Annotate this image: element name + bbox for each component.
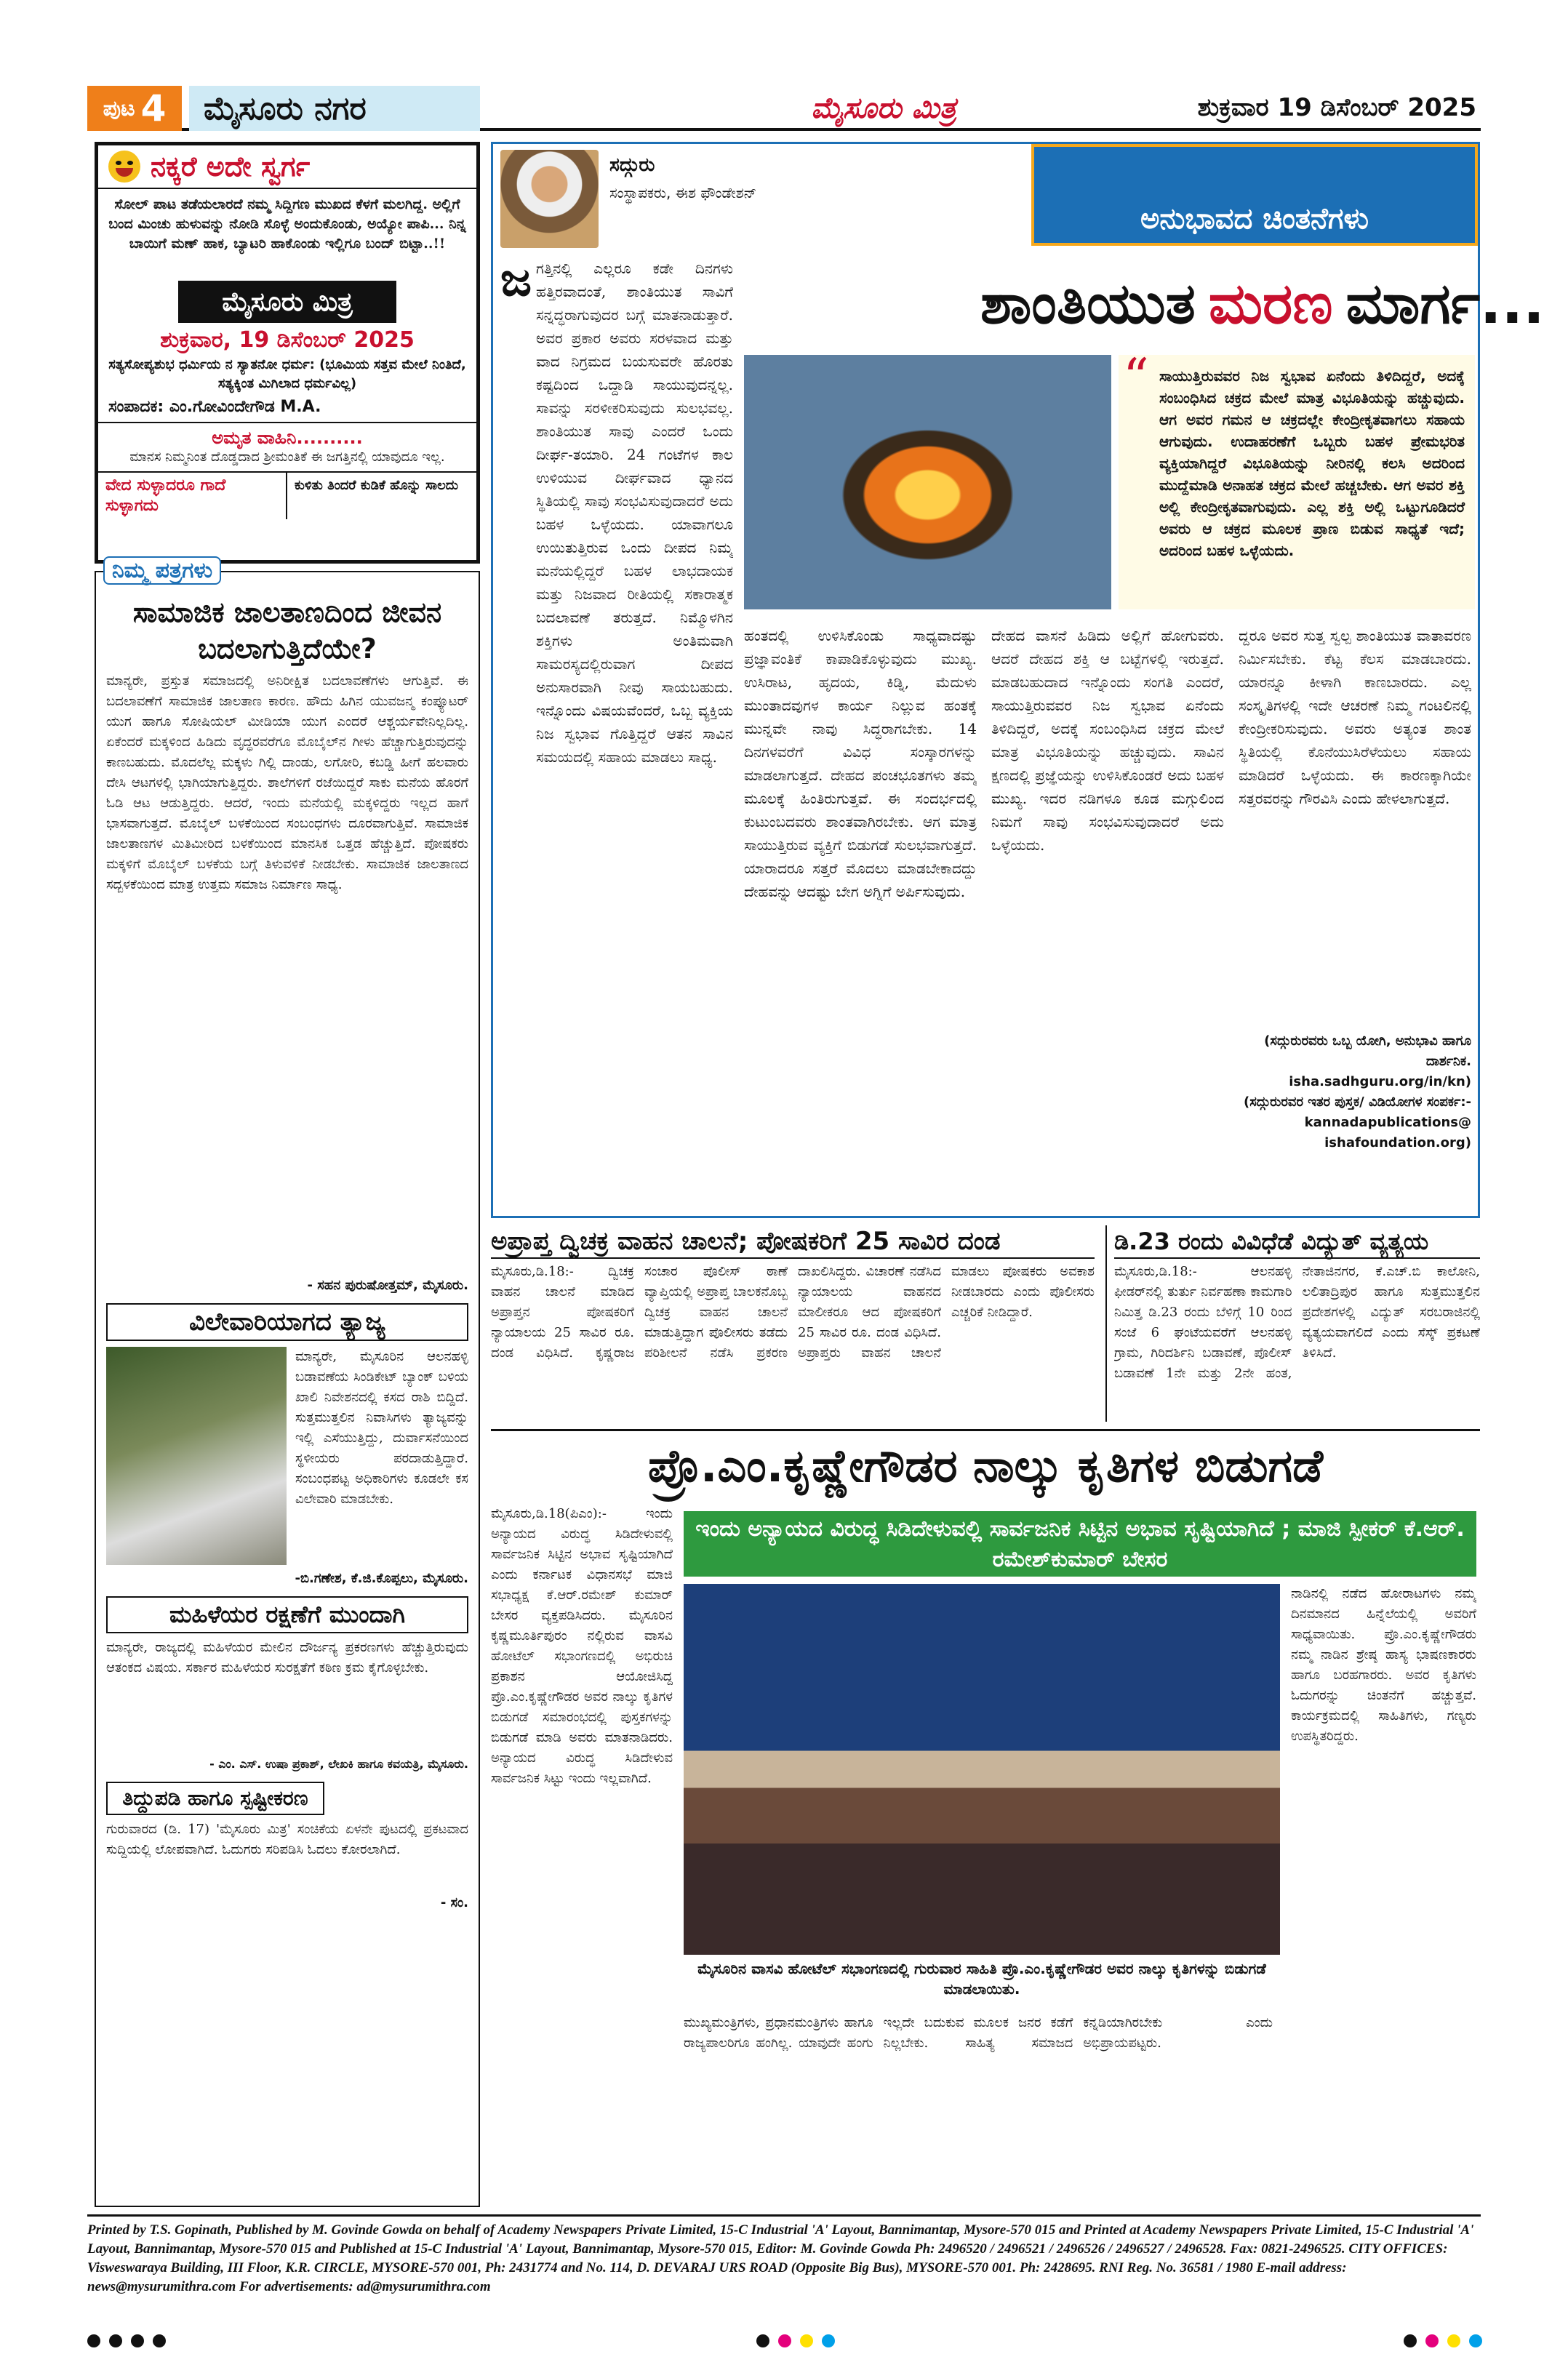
letter-1-signature: - ಸಹನ ಪುರುಷೋತ್ತಮ್, ಮೈಸೂರು. bbox=[307, 1278, 468, 1293]
letter-3-text: ಮಾನ್ಯರೇ, ರಾಜ್ಯದಲ್ಲಿ ಮಹಿಳೆಯರ ಮೇಲಿನ ದೌರ್ಜನ್ಯ ಪ್ರಕರಣಗಳು ಹೆಚ್ಚುತ್ತಿರುವುದು ಆತಂಕದ ವಿಷಯ. ಸರ್ಕಾರ ಮಹಿಳೆಯರ ಸುರಕ್ಷತೆಗೆ ಕಠಿಣ ಕ್ರಮ ಕೈಗೊಳ್ಳಬೇಕು. bbox=[106, 1640, 468, 1676]
title-part-2: ಮರಣ bbox=[1208, 271, 1333, 337]
news-power-cut bbox=[1105, 1225, 1480, 1422]
imprint-footer bbox=[87, 2214, 1481, 2323]
box-date: ಶುಕ್ರವಾರ, 19 ಡಿಸೆಂಬರ್ 2025 bbox=[160, 327, 415, 353]
title-part-1: ಶಾಂತಿಯುತ bbox=[980, 271, 1196, 337]
author-label: ಸದ್ಗುರು bbox=[609, 154, 655, 176]
registration-dots-right bbox=[1404, 2334, 1482, 2347]
registration-dots-center bbox=[756, 2334, 835, 2347]
page-prefix: ಪುಟ bbox=[103, 95, 135, 121]
news-2-text: ಮೈಸೂರು,ಡಿ.18:- ಆಲನಹಳ್ಳಿ ಫೀಡರ್‌ನಲ್ಲಿ ತುರ್ತು ನಿರ್ವಹಣಾ ಕಾಮಗಾರಿ ನಿಮಿತ್ತ ಡಿ.23 ರಂದು ಬೆಳಿಗ್ಗೆ 10 ರಿಂದ ಸಂಜೆ 6 ಘಂಟೆಯವರೆಗೆ ಆಲನಹಳ್ಳಿ ಗ್ರಾಮ, ಗಿರಿದರ್ಶಿನಿ ಬಡಾವಣೆ, ಪೊಲೀಸ್ ಬಡಾವಣೆ 1ನೇ ಮತ್ತು 2ನೇ ಹಂತ, ನೇತಾಜಿನಗರ, ಕೆ.ಎಚ್.ಬಿ ಕಾಲೋನಿ, ಲಲಿತಾದ್ರಿಪುರ ಹಾಗೂ ಸುತ್ತಮುತ್ತಲಿನ ಪ್ರದೇಶಗಳಲ್ಲಿ ವಿದ್ಯುತ್ ಸರಬರಾಜಿನಲ್ಲಿ ವ್ಯತ್ಯಯವಾಗಲಿದೆ ಎಂದು ಸೆಸ್ಕ್ ಪ್ರಕಟಣೆ ತಿಳಿಸಿದೆ. bbox=[1114, 1264, 1480, 1381]
credit-line-1: (ಸದ್ಗುರುರವರು ಒಬ್ಬ ಯೋಗಿ, ಅನುಭಾವಿ ಹಾಗೂ ದಾರ್ಶನಿಕ. bbox=[1264, 1033, 1471, 1069]
credit-line-4: kannadapublications@ ishafoundation.org) bbox=[1304, 1115, 1471, 1150]
editorial-box bbox=[95, 142, 480, 564]
letter-2-title: ವಿಲೇವಾರಿಯಾಗದ ತ್ಯಾಜ್ಯ bbox=[106, 1303, 468, 1341]
page-number-badge bbox=[87, 86, 182, 131]
letters-column bbox=[95, 558, 480, 2207]
letter-2-signature: -ಬಿ.ಗಣೇಶ, ಕೆ.ಜಿ.ಕೊಪ್ಪಲು, ಮೈಸೂರು. bbox=[295, 1571, 468, 1586]
correction-text: ಗುರುವಾರದ (ಡಿ. 17) 'ಮೈಸೂರು ಮಿತ್ರ' ಸಂಚಿಕೆಯ ಏಳನೇ ಪುಟದಲ್ಲಿ ಪ್ರಕಟವಾದ ಸುದ್ದಿಯಲ್ಲಿ ಲೋಪವಾಗಿದೆ. ಓದುಗರು ಸರಿಪಡಿಸಿ ಓದಲು ಕೋರಲಾಗಿದೆ. bbox=[106, 1822, 468, 1857]
section-title: ಮೈಸೂರು ನಗರ bbox=[189, 86, 480, 131]
news-book-release bbox=[491, 1429, 1480, 2207]
letter-3-signature: - ಎಂ. ಎಸ್. ಉಷಾ ಪ್ರಕಾಶ್, ಲೇಖಕಿ ಹಾಗೂ ಕವಯತ್ರಿ, ಮೈಸೂರು. bbox=[209, 1757, 468, 1771]
correction-signature: - ಸಂ. bbox=[440, 1895, 468, 1910]
letter-2-text: ಮಾನ್ಯರೇ, ಮೈಸೂರಿನ ಆಲನಹಳ್ಳಿ ಬಡಾವಣೆಯ ಸಿಂಡಿಕೇಟ್ ಬ್ಯಾಂಕ್ ಬಳಿಯ ಖಾಲಿ ನಿವೇಶನದಲ್ಲಿ ಕಸದ ರಾಶಿ ಬಿದ್ದಿದೆ. ಸುತ್ತಮುತ್ತಲಿನ ನಿವಾಸಿಗಳು ತ್ಯಾಜ್ಯವನ್ನು ಇಲ್ಲಿ ಎಸೆಯುತ್ತಿದ್ದು, ದುರ್ವಾಸನೆಯಿಂದ ಸ್ಥಳೀಯರು ಪರದಾಡುತ್ತಿದ್ದಾರೆ. ಸಂಬಂಧಪಟ್ಟ ಅಧಿಕಾರಿಗಳು ಕೂಡಲೇ ಕಸ ವಿಲೇವಾರಿ ಮಾಡಬೇಕು. bbox=[295, 1349, 468, 1507]
news-3-headline: ಪ್ರೊ.ಎಂ.ಕೃಷ್ಣೇಗೌಡರ ನಾಲ್ಕು ಕೃತಿಗಳ ಬಿಡುಗಡೆ bbox=[647, 1439, 1324, 1492]
editor-label: ಸಂಪಾದಕ: bbox=[108, 398, 164, 416]
proverb-left: ವೇದ ಸುಳ್ಳಾದರೂ ಗಾದೆ ಸುಳ್ಳಾಗದು bbox=[98, 473, 287, 519]
feature-header bbox=[493, 144, 1478, 253]
page-number: 4 bbox=[140, 87, 167, 129]
cremation-photo bbox=[744, 355, 1111, 609]
correction-title: ತಿದ್ದುಪಡಿ ಹಾಗೂ ಸ್ಪಷ್ಟೀಕರಣ bbox=[106, 1782, 324, 1815]
quote-mark-icon: “ bbox=[1123, 348, 1149, 407]
editor-line bbox=[98, 396, 476, 417]
news-3-text-mid: ಮುಖ್ಯಮಂತ್ರಿಗಳು, ಪ್ರಧಾನಮಂತ್ರಿಗಳು ಹಾಗೂ ರಾಜ್ಯಪಾಲರಿಗೂ ಹಂಗಿಲ್ಲ. ಯಾವುದೇ ಹಂಗು ಇಲ್ಲದೇ ಬದುಕುವ ಮೂಲಕ ಜನರ ಕಡೆಗೆ ನಿಲ್ಲಬೇಕು. ಸಾಹಿತ್ಯ ಸಮಾಜದ ಕನ್ನಡಿಯಾಗಿರಬೇಕು ಎಂದು ಅಭಿಪ್ರಾಯಪಟ್ಟರು. bbox=[684, 2015, 1273, 2051]
news-2-title: ಡಿ.23 ರಂದು ವಿವಿಧೆಡೆ ವಿದ್ಯುತ್ ವ್ಯತ್ಯಯ bbox=[1114, 1225, 1480, 1259]
joke-text: ಸೋಲ್ ಪಾಟ ತಡೆಯಲಾರದೆ ನಮ್ಮ ಸಿದ್ದಿಗಣ ಮುಖದ ಕೆಳಗೆ ಮಲಗಿದ್ದ. ಅಲ್ಲಿಗೆ ಬಂದ ಮಿಂಚು ಹುಳುವನ್ನು ನೋಡಿ ಸೊಳ್ಳೆ ಅಂದುಕೊಂಡು, ಅಯ್ಯೋ ಪಾಪಿ... ನಿನ್ನ ಬಾಯಿಗೆ ಮಣ್ ಹಾಕ, ಬ್ಯಾಟರಿ ಹಾಕೊಂಡು ಇಲ್ಲಿಗೂ ಬಂದ್ ಬಿಟ್ಟಾ..!! bbox=[108, 196, 466, 252]
laughing-face-icon bbox=[108, 151, 140, 183]
author-photo bbox=[500, 150, 599, 248]
news-1-title: ಅಪ್ರಾಪ್ತ ದ್ವಿಚಕ್ರ ವಾಹನ ಚಾಲನೆ; ಪೋಷಕರಿಗೆ 25 ಸಾವಿರ ದಂಡ bbox=[491, 1225, 1095, 1259]
panchanga-text: ಸತ್ಯಸೋಪ್ಯಶುಭ ಧರ್ಮಿಯ ನ ಸ್ಯಾತನೋ ಧರ್ಮ: (ಭೂಮಿಯ ಸತ್ತವ ಮೇಲೆ ನಿಂತಿದೆ, ಸತ್ಯಕ್ಕಿಂತ ಮಿಗಿಲಾದ ಧರ್ಮವಿಲ್ಲ) bbox=[108, 357, 466, 391]
feature-body-3: ದೇಹದ ವಾಸನೆ ಹಿಡಿದು ಅಲ್ಲಿಗೆ ಹೋಗುವರು. ಆದರೆ ದೇಹದ ಶಕ್ತಿ ಆ ಬಟ್ಟೆಗಳಲ್ಲಿ ಇರುತ್ತದೆ. ಮಾಡಬಹುದಾದ ಇನ್ನೊಂದು ಸಂಗತಿ ಎಂದರೆ, ಸಾಯುತ್ತಿರುವವರ ನಿಜ ಸ್ವಭಾವ ಏನೆಂದು ತಿಳಿದಿದ್ದರೆ, ಅದಕ್ಕೆ ಸಂಬಂಧಿಸಿದ ಚಕ್ರದ ಮೇಲೆ ಮಾತ್ರ ವಿಭೂತಿಯನ್ನು ಹಚ್ಚುವುದು. ಸಾವಿನ ಕ್ಷಣದಲ್ಲಿ ಪ್ರಜ್ಞೆಯನ್ನು ಉಳಿಸಿಕೊಂಡರೆ ಅದು ಬಹಳ ಮುಖ್ಯ. ಇದರ ನಡಿಗಳೂ ಕೂಡ ಮಗ್ಗುಲಿಂದ ನಿಮಗೆ ಸಾವು ಸಂಭವಿಸುವುದಾದರೆ ಅದು ಒಳ್ಳೆಯದು. bbox=[991, 627, 1224, 854]
amrutha-text: ಮಾನಸ ನಿಮ್ಮನಿಂತ ದೊಡ್ಡದಾದ ಶ್ರೀಮಂತಿಕೆ ಈ ಜಗತ್ತಿನಲ್ಲಿ ಯಾವುದೂ ಇಲ್ಲ. bbox=[129, 449, 445, 465]
letter-2-body bbox=[96, 1341, 479, 1571]
feature-body-1: ಗತ್ತಿನಲ್ಲಿ ಎಲ್ಲರೂ ಕಡೇ ದಿನಗಳು ಹತ್ತಿರವಾದಂತೆ, ಶಾಂತಿಯುತ ಸಾವಿಗೆ ಸನ್ನದ್ಧರಾಗುವುದರ ಬಗ್ಗೆ ಮಾತನಾಡುತ್ತಾರೆ. ಅವರ ಪ್ರಕಾರ ಅವರು ಸರಳವಾದ ಮತ್ತು ವಾದ ನಿಗ್ರಮದ ಬಯಸುವರೇ ಹೊರತು ಕಷ್ಟದಿಂದ ಒದ್ದಾಡಿ ಸಾಯುವುದನ್ನಲ್ಲ. ಸಾವನ್ನು ಸರಳೀಕರಿಸುವುದು ಸುಲಭವಲ್ಲ. ಶಾಂತಿಯುತ ಸಾವು ಎಂದರೆ ಒಂದು ದೀರ್ಘ-ತಯಾರಿ. 24 ಗಂಟೆಗಳ ಕಾಲ ಉಳಿಯುವ ದೀರ್ಘವಾದ ಧ್ಯಾನದ ಸ್ಥಿತಿಯಲ್ಲಿ ಸಾವು ಸಂಭವಿಸುವುದಾದರೆ ಅದು ಬಹಳ ಒಳ್ಳೆಯದು. ಯಾವಾಗಲೂ ಉಯಿತುತ್ತಿರುವ ಒಂದು ದೀಪದ ನಿಮ್ಮ ಮನೆಯಲ್ಲಿದ್ದರೆ ಬಹಳ ಲಾಭದಾಯಕ ಮತ್ತು ನಿಜವಾದ ರೀತಿಯಲ್ಲಿ ಸಕಾರಾತ್ಮಕ ಬದಲಾವಣೆ ತರುತ್ತದೆ. ನಿಮ್ಮೊಳಗಿನ ಶಕ್ತಿಗಳು ಅಂತಿಮವಾಗಿ ಸಾಮರಸ್ಯದಲ್ಲಿರುವಾಗ ದೀಪದ ಅನುಸಾರವಾಗಿ ನೀವು ಸಾಯಬಹುದು. ಇನ್ನೊಂದು ವಿಷಯವೆಂದರೆ, ಒಬ್ಬ ವ್ಯಕ್ತಿಯ ನಿಜ ಸ್ವಭಾವ ಗೊತ್ತಿದ್ದರೆ ಆತನ ಸಾವಿನ ಸಮಯದಲ್ಲಿ ಸಹಾಯ ಮಾಡಲು ಸಾಧ್ಯ. bbox=[536, 260, 733, 766]
editor-name: ಎಂ.ಗೋವಿಂದೇಗೌಡ M.A. bbox=[169, 398, 321, 416]
joke-heading: ನಕ್ಕರೆ ಅದೇ ಸ್ವರ್ಗ bbox=[151, 150, 311, 183]
amrutha-block bbox=[98, 422, 476, 471]
letter-1-text: ಮಾನ್ಯರೇ, ಪ್ರಸ್ತುತ ಸಮಾಜದಲ್ಲಿ ಅನಿರೀಕ್ಷಿತ ಬದಲಾವಣೆಗಳು ಆಗುತ್ತಿವೆ. ಈ ಬದಲಾವಣೆಗೆ ಸಾಮಾಜಿಕ ಜಾಲತಾಣ ಕಾರಣ. ಹೌದು ಹಿಗಿನ ಯುವಜನ್ಮ ಕಂಪ್ಯೂಟರ್ ಯುಗ ಹಾಗೂ ಸೋಷಿಯಲ್ ಮೀಡಿಯಾ ಯುಗ ಎಂದರೆ ಆಶ್ಚರ್ಯವೇನಿಲ್ಲದಿಲ್ಲ. ಏಕೆಂದರೆ ಮಕ್ಕಳಿಂದ ಹಿಡಿದು ವೃದ್ಧರವರೆಗೂ ಮೊಬೈಲ್‌ನ ಗೀಳು ಹೆಚ್ಚಾಗುತ್ತಿರುವುದನ್ನು ಕಾಣಬಹುದು. ಮೊದಲೆಲ್ಲ ಮಕ್ಕಳು ಗಿಲ್ಲಿ ದಾಂಡು, ಲಗೋರಿ, ಕಬಡ್ಡಿ ಹೀಗೆ ಹಲವಾರು ದೇಸಿ ಆಟಗಳಲ್ಲಿ ಭಾಗಿಯಾಗುತ್ತಿದ್ದರು. ಶಾಲೆಗಳಿಗೆ ರಜೆಯಿದ್ದರೆ ಸಾಕು ಮನೆಯ ಹೊರಗೆ ಓಡಿ ಆಟ ಆಡುತ್ತಿದ್ದರು. ಆದರೆ, ಇಂದು ಮನೆಯಲ್ಲಿ ಮಕ್ಕಳಿದ್ದರು ಇಲ್ಲದ ಹಾಗೆ ಭಾಸವಾಗುತ್ತದೆ. ಮೊಬೈಲ್ ಬಳಕೆಯಿಂದ ಸಂಬಂಧಗಳು ದೂರವಾಗುತ್ತಿವೆ. ಸಾಮಾಜಿಕ ಜಾಲತಾಣಗಳ ಮಿತಿಮೀರಿದ ಬಳಕೆಯಿಂದ ಮಾನಸಿಕ ಒತ್ತಡ ಹೆಚ್ಚುತ್ತಿದೆ. ಪೋಷಕರು ಮಕ್ಕಳಿಗೆ ಮೊಬೈಲ್ ಬಳಕೆಯ ಬಗ್ಗೆ ತಿಳುವಳಿಕೆ ನೀಡಬೇಕು. ಸಾಮಾಜಿಕ ಜಾಲತಾಣದ ಸದ್ಬಳಕೆಯಿಂದ ಮಾತ್ರ ಉತ್ತಮ ಸಮಾಜ ನಿರ್ಮಾಣ ಸಾಧ್ಯ. bbox=[106, 673, 468, 892]
proverb-row bbox=[98, 471, 476, 519]
news-3-subhead: ಇಂದು ಅನ್ಯಾಯದ ವಿರುದ್ಧ ಸಿಡಿದೇಳುವಲ್ಲಿ ಸಾರ್ವಜನಿಕ ಸಿಟ್ಟಿನ ಅಭಾವ ಸೃಷ್ಟಿಯಾಗಿದೆ ; ಮಾಜಿ ಸ್ಪೀಕರ್ ಕೆ.ಆರ್. ರಮೇಶ್‌ಕುಮಾರ್ ಬೇಸರ bbox=[684, 1511, 1476, 1577]
letter-1-title: ಸಾಮಾಜಿಕ ಜಾಲತಾಣದಿಂದ ಜೀವನ ಬದಲಾಗುತ್ತಿದೆಯೇ? bbox=[132, 596, 442, 665]
feature-body-4: ದ್ದರೂ ಅವರ ಸುತ್ತ ಸ್ವಲ್ಪ ಶಾಂತಿಯುತ ವಾತಾವರಣ ನಿರ್ಮಿಸಬೇಕು. ಕೆಟ್ಟ ಕೆಲಸ ಮಾಡಬಾರದು. ಯಾರನ್ನೂ ಕೀಳಾಗಿ ಕಾಣಬಾರದು. ಎಲ್ಲ ಸಂಸ್ಕೃತಿಗಳಲ್ಲಿ ಇದೇ ಆಚರಣೆ ನಿಮ್ಮ ಗಂಟಲಿನಲ್ಲಿ ಕೇಂದ್ರೀಕರಿಸುವುದು. ಅವರು ಅತ್ಯಂತ ಶಾಂತ ಸ್ಥಿತಿಯಲ್ಲಿ ಕೊನೆಯುಸಿರೆಳೆಯಲು ಸಹಾಯ ಮಾಡಿದರೆ ಒಳ್ಳೆಯದು. ಈ ಕಾರಣಕ್ಕಾಗಿಯೇ ಸತ್ತರವರನ್ನು ಗೌರವಿಸಿ ಎಂದು ಹೇಳಲಾಗುತ್ತದೆ. bbox=[1239, 627, 1471, 807]
news-3-text-left: ಮೈಸೂರು,ಡಿ.18(ಪಿಎಂ):- ಇಂದು ಅನ್ಯಾಯದ ವಿರುದ್ಧ ಸಿಡಿದೇಳುವಲ್ಲಿ ಸಾರ್ವಜನಿಕ ಸಿಟ್ಟಿನ ಅಭಾವ ಸೃಷ್ಟಿಯಾಗಿದೆ ಎಂದು ಕರ್ನಾಟಕ ವಿಧಾನಸಭೆ ಮಾಜಿ ಸಭಾಧ್ಯಕ್ಷ ಕೆ.ಆರ್.ರಮೇಶ್ ಕುಮಾರ್ ಬೇಸರ ವ್ಯಕ್ತಪಡಿಸಿದರು. ಮೈಸೂರಿನ ಕೃಷ್ಣಮೂರ್ತಿಪುರಂ ನಲ್ಲಿರುವ ವಾಸವಿ ಹೋಟೆಲ್ ಸಭಾಂಗಣದಲ್ಲಿ ಅಭಿರುಚಿ ಪ್ರಕಾಶನ ಆಯೋಜಿಸಿದ್ದ ಪ್ರೊ.ಎಂ.ಕೃಷ್ಣೇಗೌಡರ ಅವರ ನಾಲ್ಕು ಕೃತಿಗಳ ಬಿಡುಗಡೆ ಸಮಾರಂಭದಲ್ಲಿ ಪುಸ್ತಕಗಳನ್ನು ಬಿಡುಗಡೆ ಮಾಡಿ ಅವರು ಮಾತನಾಡಿದರು. ಅನ್ಯಾಯದ ವಿರುದ್ಧ ಸಿಡಿದೇಳುವ ಸಾರ್ವಜನಿಕ ಸಿಟ್ಟು ಇಂದು ಇಲ್ಲವಾಗಿದೆ. bbox=[491, 1506, 673, 1786]
event-photo bbox=[684, 1584, 1280, 1955]
garbage-photo bbox=[106, 1347, 287, 1565]
feature-article bbox=[491, 142, 1545, 1218]
amrutha-title: ಅಮೃತ ವಾಹಿನಿ.......... bbox=[212, 428, 363, 448]
feature-body-2: ಹಂತದಲ್ಲಿ ಉಳಿಸಿಕೊಂಡು ಸಾಧ್ಯವಾದಷ್ಟು ಪ್ರಜ್ಞಾವಂತಿಕೆ ಕಾಪಾಡಿಕೊಳ್ಳುವುದು ಮುಖ್ಯ. ಉಸಿರಾಟ, ಹೃದಯ, ಕಿಡ್ನಿ, ಮೆದುಳು ಮುಂತಾದವುಗಳ ಕಾರ್ಯ ನಿಲ್ಲುವ ಹಂತಕ್ಕೆ ಮುನ್ನವೇ ನಾವು ಸಿದ್ಧರಾಗಬೇಕು. 14 ದಿನಗಳವರೆಗೆ ವಿವಿಧ ಸಂಸ್ಕಾರಗಳನ್ನು ಮಾಡಲಾಗುತ್ತದೆ. ದೇಹದ ಪಂಚಭೂತಗಳು ತಮ್ಮ ಮೂಲಕ್ಕೆ ಹಿಂತಿರುಗುತ್ತವೆ. ಈ ಸಂದರ್ಭದಲ್ಲಿ ಕುಟುಂಬದವರು ಶಾಂತವಾಗಿರಬೇಕು. ಆಗ ಮಾತ್ರ ಸಾಯುತ್ತಿರುವ ವ್ಯಕ್ತಿಗೆ ಬಿಡುಗಡೆ ಸುಲಭವಾಗುತ್ತದೆ. ಯಾರಾದರೂ ಸತ್ತರೆ ಮೊದಲು ಮಾಡಬೇಕಾದದ್ದು ದೇಹವನ್ನು ಆದಷ್ಟು ಬೇಗ ಅಗ್ನಿಗೆ ಅರ್ಪಿಸುವುದು. bbox=[744, 627, 977, 900]
pull-quote-text: ಸಾಯುತ್ತಿರುವವರ ನಿಜ ಸ್ವಭಾವ ಏನೆಂದು ತಿಳಿದಿದ್ದರೆ, ಅದಕ್ಕೆ ಸಂಬಂಧಿಸಿದ ಚಕ್ರದ ಮೇಲೆ ಮಾತ್ರ ವಿಭೂತಿಯನ್ನು ಹಚ್ಚುವುದು. ಆಗ ಅವರ ಗಮನ ಆ ಚಕ್ರದಲ್ಲೇ ಕೇಂದ್ರೀಕೃತವಾಗಲು ಸಹಾಯ ಆಗುವುದು. ಉದಾಹರಣೆಗೆ ಒಬ್ಬರು ಬಹಳ ಪ್ರೇಮಭರಿತ ವ್ಯಕ್ತಿಯಾಗಿದ್ದರೆ ವಿಭೂತಿಯನ್ನು ನೀರಿನಲ್ಲಿ ಕಲಸಿ ಅದರಿಂದ ಮುದ್ದೆಮಾಡಿ ಅನಾಹತ ಚಕ್ರದ ಮೇಲೆ ಹಚ್ಚಬೇಕು. ಆಗ ಅವರ ಶಕ್ತಿ ಅಲ್ಲಿ ಕೇಂದ್ರೀಕೃತವಾಗುವುದು. ಎಲ್ಲ ಶಕ್ತಿ ಅಲ್ಲಿ ಒಟ್ಟುಗೂಡಿದರೆ ಅವರು ಆ ಚಕ್ರದ ಮೂಲಕ ಪ್ರಾಣ ಬಿಡುವ ಸಾಧ್ಯತೆ ಇದೆ; ಅದರಿಂದ ಬಹಳ ಒಳ್ಳೆಯದು. bbox=[1159, 367, 1465, 559]
feature-col-1 bbox=[500, 253, 733, 1202]
news-3-text-right: ನಾಡಿನಲ್ಲಿ ನಡೆದ ಹೋರಾಟಗಳು ನಮ್ಮ ದಿನಮಾನದ ಹಿನ್ನೆಲೆಯಲ್ಲಿ ಅವರಿಗೆ ಸಾಧ್ಯವಾಯಿತು. ಪ್ರೊ.ಎಂ.ಕೃಷ್ಣೇಗೌಡರು ನಮ್ಮ ನಾಡಿನ ಶ್ರೇಷ್ಠ ಹಾಸ್ಯ ಭಾಷಣಕಾರರು ಹಾಗೂ ಬರಹಗಾರರು. ಅವರ ಕೃತಿಗಳು ಓದುಗರನ್ನು ಚಿಂತನೆಗೆ ಹಚ್ಚುತ್ತವೆ. ಕಾರ್ಯಕ್ರಮದಲ್ಲಿ ಸಾಹಿತಿಗಳು, ಗಣ್ಯರು ಉಪಸ್ಥಿತರಿದ್ದರು. bbox=[1291, 1586, 1476, 1744]
letters-tag: ನಿಮ್ಮ ಪತ್ರಗಳು bbox=[103, 556, 221, 585]
letter-3-title: ಮಹಿಳೆಯರ ರಕ್ಷಣೆಗೆ ಮುಂದಾಗಿ bbox=[106, 1596, 468, 1633]
column-name: ಅನುಭಾವದ ಚಿಂತನೆಗಳು bbox=[1031, 144, 1478, 246]
registration-dots-left bbox=[87, 2334, 166, 2347]
imprint-text: Printed by T.S. Gopinath, Published by M. Govinde Gowda on behalf of Academy Newspapers Private Limited, 15-C Industrial 'A' Layout, Bannimantap, Mysore-570 015 and Printed at Academy Newspapers Private Limited, 15-C Industrial 'A' Layout, Bannimantap, Mysore-570 015 and Published at 15-C Industrial 'A' Layout, Bannimantap, Mysore-570 015, Editor: M. Govinde Gowda Ph: 2496520 / 2496521 / 2496526 / 2496527 / 2496528. Fax: 0821-2496525. CITY OFFICES: Visweswaraya Building, III Floor, K.R. CIRCLE, MYSORE-570 001, Ph: 2431774 and No. 114, D. DEVARAJ URS ROAD (Opposite Big Bus), MYSORE-570 001. Ph: 2428695. RNI Reg. No. 36581 / 1980 E-mail address: news@mysurumithra.com For advertisements: ad@mysurumithra.com bbox=[87, 2222, 1474, 2294]
joke-header bbox=[98, 145, 476, 189]
feature-credits bbox=[1239, 1031, 1471, 1153]
news-minor-vehicle bbox=[491, 1225, 1095, 1422]
credit-line-2: isha.sadhguru.org/in/kn) bbox=[1289, 1074, 1471, 1089]
feature-title bbox=[980, 260, 1545, 348]
pull-quote bbox=[1119, 348, 1475, 609]
news-1-text: ಮೈಸೂರು,ಡಿ.18:- ದ್ವಿಚಕ್ರ ವಾಹನ ಚಾಲನೆ ಮಾಡಿದ ಅಪ್ರಾಪ್ತನ ಪೋಷಕರಿಗೆ ನ್ಯಾಯಾಲಯ 25 ಸಾವಿರ ರೂ. ದಂಡ ವಿಧಿಸಿದೆ. ಕೃಷ್ಣರಾಜ ಸಂಚಾರ ಪೊಲೀಸ್ ಠಾಣೆ ವ್ಯಾಪ್ತಿಯಲ್ಲಿ ಅಪ್ರಾಪ್ತ ಬಾಲಕನೊಬ್ಬ ದ್ವಿಚಕ್ರ ವಾಹನ ಚಾಲನೆ ಮಾಡುತ್ತಿದ್ದಾಗ ಪೊಲೀಸರು ತಡೆದು ಪರಿಶೀಲನೆ ನಡೆಸಿ ಪ್ರಕರಣ ದಾಖಲಿಸಿದ್ದರು. ವಿಚಾರಣೆ ನಡೆಸಿದ ನ್ಯಾಯಾಲಯ ವಾಹನದ ಮಾಲೀಕರೂ ಆದ ಪೋಷಕರಿಗೆ 25 ಸಾವಿರ ರೂ. ದಂಡ ವಿಧಿಸಿದೆ. ಅಪ್ರಾಪ್ತರು ವಾಹನ ಚಾಲನೆ ಮಾಡಲು ಪೋಷಕರು ಅವಕಾಶ ನೀಡಬಾರದು ಎಂದು ಪೊಲೀಸರು ಎಚ್ಚರಿಕೆ ನೀಡಿದ್ದಾರೆ. bbox=[491, 1264, 1095, 1361]
issue-date: ಶುಕ್ರವಾರ 19 ಡಿಸೆಂಬರ್ 2025 bbox=[1197, 93, 1476, 122]
box-logo: ಮೈಸೂರು ಮಿತ್ರ bbox=[178, 281, 396, 323]
feature-col-4 bbox=[1239, 624, 1471, 1213]
photo-caption: ಮೈಸೂರಿನ ವಾಸವಿ ಹೋಟೆಲ್ ಸಭಾಂಗಣದಲ್ಲಿ ಗುರುವಾರ ಸಾಹಿತಿ ಪ್ರೊ.ಎಂ.ಕೃಷ್ಣೇಗೌಡರ ಅವರ ನಾಲ್ಕು ಕೃತಿಗಳನ್ನು ಬಿಡುಗಡೆ ಮಾಡಲಾಯಿತು. bbox=[697, 1960, 1266, 1998]
title-part-3: ಮಾರ್ಗ... bbox=[1345, 271, 1545, 337]
newspaper-logo: ಮೈಸೂರು ಮಿತ್ರ bbox=[811, 90, 956, 125]
drop-cap: ಜ bbox=[500, 253, 532, 307]
author-role: ಸಂಸ್ಥಾಪಕರು, ಈಶ ಫೌಂಡೇಶನ್ bbox=[609, 184, 757, 201]
proverb-right: ಕುಳಿತು ತಿಂದರೆ ಕುಡಿಕೆ ಹೊನ್ನು ಸಾಲದು bbox=[295, 478, 459, 493]
credit-line-3: (ಸದ್ಗುರುರವರ ಇತರ ಪುಸ್ತಕ/ ವಿಡಿಯೋಗಳ ಸಂಪರ್ಕ:- bbox=[1244, 1094, 1471, 1110]
